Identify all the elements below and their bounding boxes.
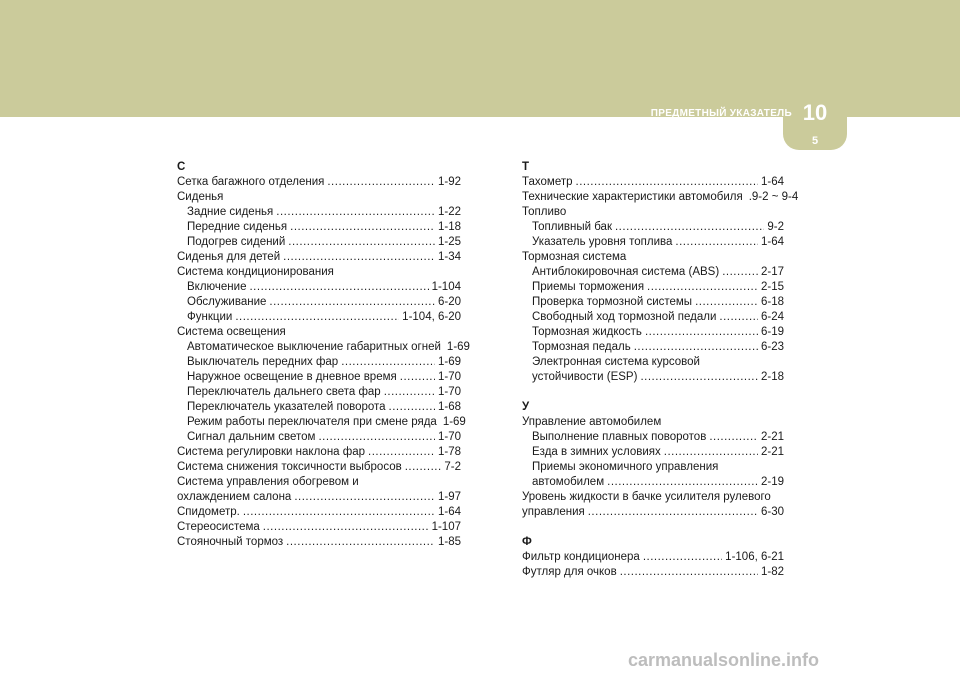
- entry-text: Подогрев сидений: [187, 236, 286, 248]
- entry-page-ref: 1-92: [437, 176, 461, 188]
- index-letter-heading: Т: [522, 161, 530, 173]
- entry-page-ref: 2-19: [760, 476, 784, 488]
- index-entry: [177, 220, 461, 235]
- dot-leader: [400, 370, 435, 385]
- index-entry: [522, 280, 784, 295]
- entry-text: Наружное освещение в дневное время: [187, 371, 397, 383]
- chapter-title: ПРЕДМЕТНЫЙ УКАЗАТЕЛЬ: [650, 108, 792, 119]
- index-heading: [522, 355, 784, 370]
- index-entry: [177, 355, 461, 370]
- dot-leader: [588, 505, 758, 520]
- entry-page-ref: 1-70: [437, 431, 461, 443]
- page-number: 5: [811, 135, 819, 147]
- entry-text: Тормозная педаль: [532, 341, 631, 353]
- dot-leader: [695, 295, 758, 310]
- entry-page-ref: 1-78: [437, 446, 461, 458]
- entry-text: Езда в зимних условиях: [532, 446, 661, 458]
- entry-text: Сиденья для детей: [177, 251, 281, 263]
- entry-text: Футляр для очков: [522, 566, 617, 578]
- spacer: [522, 520, 784, 535]
- index-heading: [522, 415, 784, 430]
- dot-leader: [607, 475, 758, 490]
- entry-text: Переключатель дальнего света фар: [187, 386, 381, 398]
- dot-leader: [643, 550, 722, 565]
- dot-leader: [243, 505, 435, 520]
- entry-text: Стереосистема: [177, 521, 260, 533]
- entry-text: Передние сиденья: [187, 221, 288, 233]
- dot-leader: [294, 490, 435, 505]
- dot-leader: [327, 175, 435, 190]
- entry-text: Сетка багажного отделения: [177, 176, 325, 188]
- dot-leader: [664, 445, 758, 460]
- dot-leader: [249, 280, 428, 295]
- entry-page-ref: 2-18: [760, 371, 784, 383]
- dot-leader: [645, 325, 758, 340]
- entry-text: Антиблокировочная система (ABS): [532, 266, 720, 278]
- entry-page-ref: 1-104: [431, 281, 461, 293]
- index-entry: [177, 310, 461, 325]
- index-entry: [177, 340, 470, 355]
- entry-text: Система освещения: [177, 326, 286, 338]
- dot-leader: [640, 370, 758, 385]
- entry-page-ref: 1-64: [760, 176, 784, 188]
- entry-text: Приемы экономичного управления: [532, 461, 719, 473]
- entry-page-ref: 6-23: [760, 341, 784, 353]
- index-heading: [177, 475, 461, 490]
- entry-text: охлаждением салона: [177, 491, 292, 503]
- index-entry: [522, 220, 784, 235]
- index-entry: [177, 295, 461, 310]
- dot-leader: [290, 220, 435, 235]
- index-entry: [177, 460, 461, 475]
- entry-page-ref: 1-69: [442, 416, 466, 428]
- index-heading: [177, 190, 461, 205]
- entry-page-ref: 2-21: [760, 446, 784, 458]
- entry-text: автомобилем: [532, 476, 605, 488]
- entry-page-ref: 1-106, 6-21: [725, 551, 784, 563]
- index-entry: [177, 520, 461, 535]
- entry-page-ref: .9-2 ~ 9-4: [748, 191, 799, 203]
- entry-page-ref: 9-2: [767, 221, 784, 233]
- entry-text: Проверка тормозной системы: [532, 296, 693, 308]
- dot-leader: [576, 175, 758, 190]
- entry-text: Система кондиционирования: [177, 266, 334, 278]
- index-entry: [522, 550, 784, 565]
- dot-leader: [615, 220, 764, 235]
- entry-text: Автоматическое выключение габаритных огней: [187, 341, 441, 353]
- dot-leader: [276, 205, 435, 220]
- index-letter-heading: Ф: [522, 536, 532, 548]
- index-entry: [522, 505, 784, 520]
- index-entry: [522, 475, 784, 490]
- index-heading: [522, 205, 784, 220]
- entry-text: Указатель уровня топлива: [532, 236, 673, 248]
- entry-page-ref: 1-70: [437, 386, 461, 398]
- index-entry: [177, 430, 461, 445]
- index-entry: [177, 490, 461, 505]
- entry-page-ref: 1-69: [446, 341, 470, 353]
- entry-text: Включение: [187, 281, 247, 293]
- index-letter-heading: У: [522, 401, 530, 413]
- entry-text: Технические характеристики автомобиля: [522, 191, 743, 203]
- entry-page-ref: 1-18: [437, 221, 461, 233]
- entry-text: Выполнение плавных поворотов: [532, 431, 707, 443]
- entry-page-ref: 1-107: [431, 521, 461, 533]
- index-entry: [177, 205, 461, 220]
- entry-text: Обслуживание: [187, 296, 267, 308]
- entry-page-ref: 2-21: [760, 431, 784, 443]
- index-entry: [522, 340, 784, 355]
- dot-leader: [341, 355, 435, 370]
- entry-text: Управление автомобилем: [522, 416, 662, 428]
- entry-page-ref: 1-64: [760, 236, 784, 248]
- entry-text: Система снижения токсичности выбросов: [177, 461, 402, 473]
- dot-leader: [283, 250, 435, 265]
- dot-leader: [318, 430, 435, 445]
- index-entry: [177, 370, 461, 385]
- dot-leader: [647, 280, 758, 295]
- index-letter-heading: С: [177, 161, 186, 173]
- index-entry: [522, 370, 784, 385]
- entry-text: Спидометр.: [177, 506, 240, 518]
- entry-text: Топливный бак: [532, 221, 612, 233]
- dot-leader: [620, 565, 758, 580]
- index-entry: [177, 235, 461, 250]
- index-entry: [177, 400, 461, 415]
- entry-text: Режим работы переключателя при смене ряда: [187, 416, 437, 428]
- dot-leader: [405, 460, 442, 475]
- index-entry: [522, 295, 784, 310]
- entry-page-ref: 1-104, 6-20: [402, 311, 461, 323]
- index-entry: [522, 310, 784, 325]
- entry-text: Тормозная система: [522, 251, 627, 263]
- index-entry: [522, 265, 784, 280]
- dot-leader: [286, 535, 435, 550]
- dot-leader: [235, 310, 399, 325]
- dot-leader: [634, 340, 758, 355]
- watermark: carmanualsonline.info: [628, 650, 820, 670]
- entry-text: Переключатель указателей поворота: [187, 401, 386, 413]
- entry-page-ref: 7-2: [444, 461, 461, 473]
- entry-page-ref: 1-70: [437, 371, 461, 383]
- index-entry: [522, 175, 784, 190]
- entry-page-ref: 1-34: [437, 251, 461, 263]
- index-entry: [177, 385, 461, 400]
- dot-leader: [719, 310, 758, 325]
- index-heading: [177, 265, 461, 280]
- entry-page-ref: 6-20: [437, 296, 461, 308]
- entry-page-ref: 6-24: [760, 311, 784, 323]
- index-entry: [522, 235, 784, 250]
- index-entry: [177, 445, 461, 460]
- entry-text: Система регулировки наклона фар: [177, 446, 366, 458]
- entry-page-ref: 2-17: [760, 266, 784, 278]
- dot-leader: [709, 430, 758, 445]
- entry-text: Выключатель передних фар: [187, 356, 339, 368]
- index-heading: [522, 460, 784, 475]
- index-entry: [522, 445, 784, 460]
- entry-page-ref: 6-30: [760, 506, 784, 518]
- index-heading: [522, 490, 784, 505]
- entry-text: Электронная система курсовой: [532, 356, 700, 368]
- entry-text: Система управления обогревом и: [177, 476, 359, 488]
- chapter-number: 10: [802, 100, 828, 125]
- index-column-right: [522, 160, 799, 580]
- index-entry: [177, 415, 466, 430]
- entry-page-ref: 1-97: [437, 491, 461, 503]
- entry-text: Уровень жидкости в бачке усилителя рулевого: [522, 491, 771, 503]
- dot-leader: [288, 235, 435, 250]
- entry-page-ref: 1-22: [437, 206, 461, 218]
- entry-text: Тахометр: [522, 176, 573, 188]
- entry-text: устойчивости (ESP): [532, 371, 638, 383]
- dot-leader: [368, 445, 435, 460]
- entry-page-ref: 1-69: [437, 356, 461, 368]
- index-entry: [177, 175, 461, 190]
- entry-page-ref: 1-64: [437, 506, 461, 518]
- entry-text: Стояночный тормоз: [177, 536, 284, 548]
- entry-text: Топливо: [522, 206, 567, 218]
- entry-text: Фильтр кондиционера: [522, 551, 640, 563]
- entry-text: управления: [522, 506, 585, 518]
- entry-text: Сигнал дальним светом: [187, 431, 316, 443]
- entry-page-ref: 6-19: [760, 326, 784, 338]
- entry-text: Свободный ход тормозной педали: [532, 311, 717, 323]
- dot-leader: [675, 235, 758, 250]
- index-entry: [522, 190, 799, 205]
- dot-leader: [269, 295, 435, 310]
- index-entry: [522, 325, 784, 340]
- entry-text: Сиденья: [177, 191, 224, 203]
- index-heading: [177, 325, 461, 340]
- entry-page-ref: 6-18: [760, 296, 784, 308]
- entry-page-ref: 2-15: [760, 281, 784, 293]
- spacer: [522, 385, 784, 400]
- index-entry: [177, 535, 461, 550]
- dot-leader: [389, 400, 435, 415]
- entry-page-ref: 1-25: [437, 236, 461, 248]
- index-entry: [522, 565, 784, 580]
- index-entry: [177, 280, 461, 295]
- dot-leader: [263, 520, 429, 535]
- dot-leader: [384, 385, 435, 400]
- index-heading: [522, 250, 784, 265]
- entry-text: Задние сиденья: [187, 206, 274, 218]
- index-entry: [177, 250, 461, 265]
- index-entry: [522, 430, 784, 445]
- index-column-left: [177, 160, 470, 550]
- entry-page-ref: 1-68: [437, 401, 461, 413]
- entry-page-ref: 1-82: [760, 566, 784, 578]
- entry-page-ref: 1-85: [437, 536, 461, 548]
- entry-text: Функции: [187, 311, 233, 323]
- dot-leader: [722, 265, 758, 280]
- entry-text: Приемы торможения: [532, 281, 645, 293]
- index-entry: [177, 505, 461, 520]
- entry-text: Тормозная жидкость: [532, 326, 642, 338]
